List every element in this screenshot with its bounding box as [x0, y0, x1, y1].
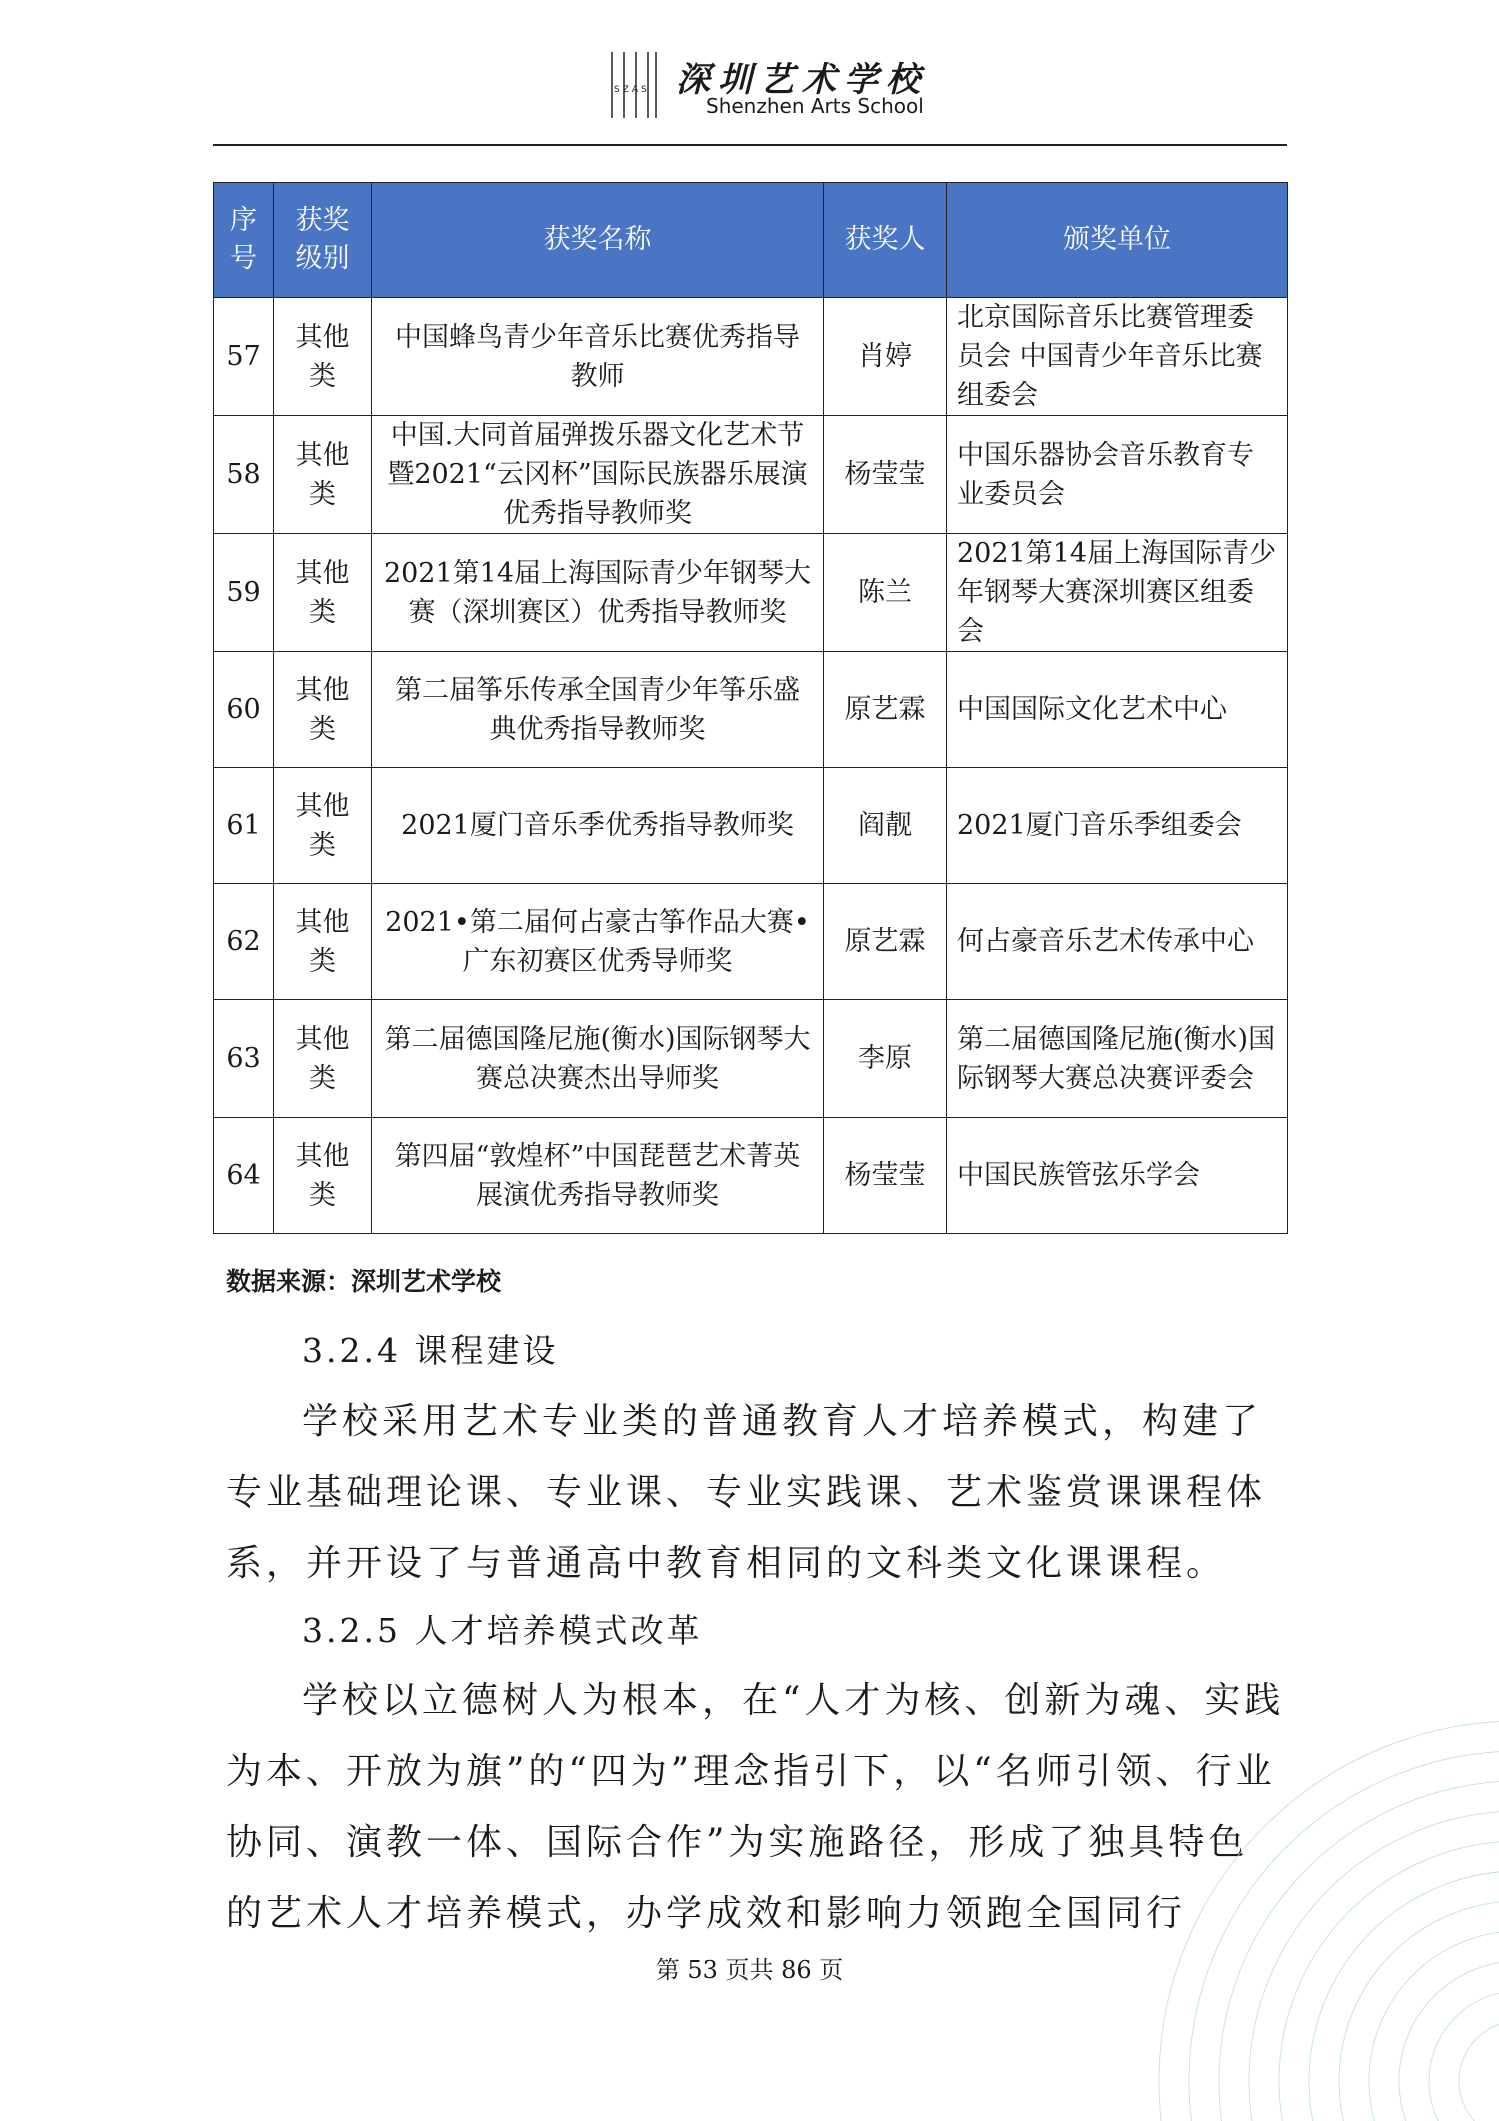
cell-org: 2021第14届上海国际青少年钢琴大赛深圳赛区组委会: [947, 534, 1288, 652]
table-row: [214, 884, 1288, 1000]
cell-name: 第二届筝乐传承全国青少年筝乐盛典优秀指导教师奖: [372, 652, 824, 768]
cell-name: 中国蜂鸟青少年音乐比赛优秀指导教师: [372, 298, 824, 416]
cell-level: 其他类: [274, 884, 372, 1000]
cell-name: 第二届德国隆尼施(衡水)国际钢琴大赛总决赛杰出导师奖: [372, 1000, 824, 1118]
logo-letters: SZAS: [614, 85, 650, 95]
page-number: 第 53 页共 86 页: [655, 1956, 844, 1984]
cell-level: 其他类: [274, 416, 372, 534]
cell-no: 60: [214, 652, 274, 768]
cell-org: 第二届德国隆尼施(衡水)国际钢琴大赛总决赛评委会: [947, 1000, 1288, 1118]
cell-person: 原艺霖: [824, 884, 947, 1000]
table-row: [214, 534, 1288, 652]
table-header-row: [214, 183, 1288, 298]
cell-person: 李原: [824, 1000, 947, 1118]
cell-name: 2021厦门音乐季优秀指导教师奖: [372, 768, 824, 884]
page-header: [0, 38, 1499, 138]
cell-org: 北京国际音乐比赛管理委员会 中国青少年音乐比赛组委会: [947, 298, 1288, 416]
cell-no: 57: [214, 298, 274, 416]
table-row: [214, 416, 1288, 534]
cell-name: 2021第14届上海国际青少年钢琴大赛（深圳赛区）优秀指导教师奖: [372, 534, 824, 652]
cell-no: 64: [214, 1118, 274, 1234]
table-row: [214, 768, 1288, 884]
cell-org: 中国国际文化艺术中心: [947, 652, 1288, 768]
cell-level: 其他类: [274, 298, 372, 416]
header-divider: [213, 144, 1287, 146]
cell-no: 63: [214, 1000, 274, 1118]
table-row: [214, 298, 1288, 416]
header-level: 获奖级别: [274, 183, 372, 298]
cell-person: 杨莹莹: [824, 1118, 947, 1234]
cell-person: 阎靓: [824, 768, 947, 884]
cell-person: 原艺霖: [824, 652, 947, 768]
header-no: 序号: [214, 183, 274, 298]
cell-org: 2021厦门音乐季组委会: [947, 768, 1288, 884]
table-row: [214, 1118, 1288, 1234]
section-paragraph-3-2-5: 学校以立德树人为根本，在“人才为核、创新为魂、实践为本、开放为旗”的“四为”理念指引下，以“名师引领、行业协同、演教一体、国际合作”为实施路径，形成了独具特色的艺术人才培养模式，办学成效和影响力领跑全国同行: [226, 1680, 1285, 1934]
cell-org: 何占豪音乐艺术传承中心: [947, 884, 1288, 1000]
table-row: [214, 652, 1288, 768]
cell-person: 陈兰: [824, 534, 947, 652]
cell-level: 其他类: [274, 768, 372, 884]
cell-org: 中国乐器协会音乐教育专业委员会: [947, 416, 1288, 534]
cell-no: 62: [214, 884, 274, 1000]
data-source-note: 数据来源：深圳艺术学校: [226, 1267, 502, 1296]
cell-name: 中国.大同首届弹拨乐器文化艺术节暨2021“云冈杯”国际民族器乐展演 优秀指导教师奖: [372, 416, 824, 534]
cell-org: 中国民族管弦乐学会: [947, 1118, 1288, 1234]
school-logo-icon: [610, 52, 658, 118]
cell-name: 2021•第二届何占豪古筝作品大赛•广东初赛区优秀导师奖: [372, 884, 824, 1000]
cell-level: 其他类: [274, 1000, 372, 1118]
header-name: 获奖名称: [372, 183, 824, 298]
decorative-circles-icon: [1139, 1561, 1499, 2121]
section-heading-3-2-4: 3.2.4 课程建设: [302, 1331, 559, 1370]
cell-name: 第四届“敦煌杯”中国琵琶艺术菁英展演优秀指导教师奖: [372, 1118, 824, 1234]
cell-level: 其他类: [274, 1118, 372, 1234]
cell-no: 59: [214, 534, 274, 652]
school-name-en: Shenzhen Arts School: [706, 94, 924, 118]
cell-level: 其他类: [274, 534, 372, 652]
header-org: 颁奖单位: [947, 183, 1288, 298]
cell-level: 其他类: [274, 652, 372, 768]
section-heading-3-2-5: 3.2.5 人才培养模式改革: [302, 1611, 703, 1650]
school-name-cn: 深圳艺术学校: [676, 60, 928, 100]
cell-no: 58: [214, 416, 274, 534]
cell-person: 肖婷: [824, 298, 947, 416]
awards-table: [213, 182, 1288, 1234]
cell-person: 杨莹莹: [824, 416, 947, 534]
cell-no: 61: [214, 768, 274, 884]
section-paragraph-3-2-4: 学校采用艺术专业类的普通教育人才培养模式，构建了专业基础理论课、专业课、专业实践课、艺术鉴赏课课程体系，并开设了与普通高中教育相同的文科类文化课课程。: [226, 1401, 1267, 1584]
table-row: [214, 1000, 1288, 1118]
header-person: 获奖人: [824, 183, 947, 298]
